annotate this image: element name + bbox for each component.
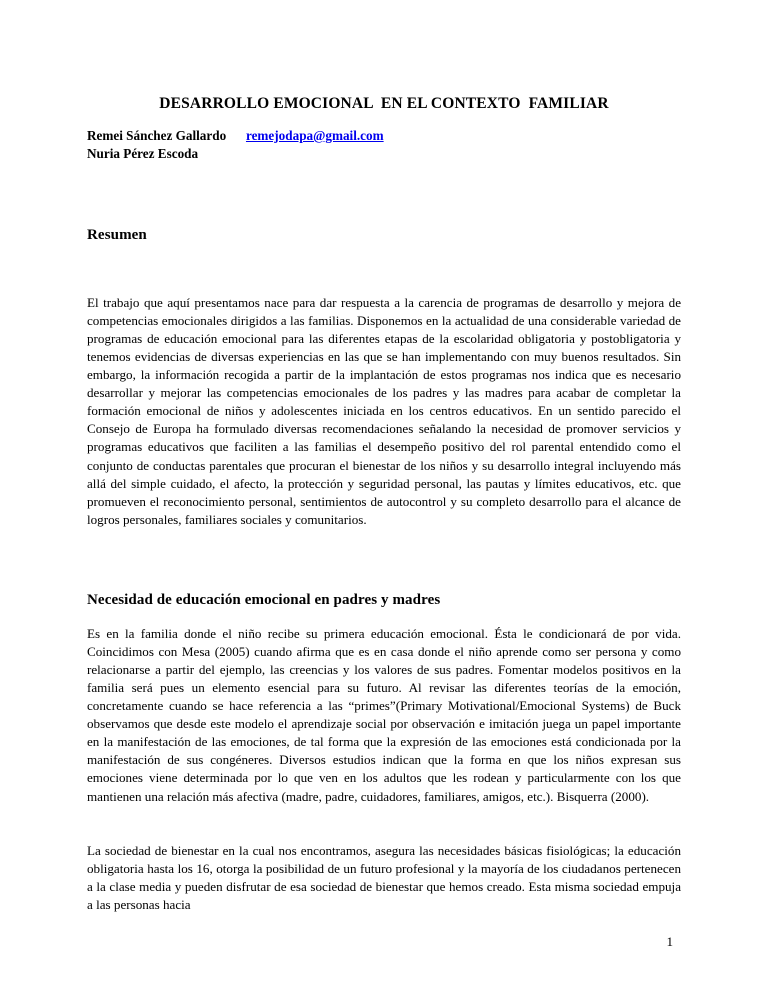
page-number: 1 <box>666 934 673 949</box>
page-title: DESARROLLO EMOCIONAL EN EL CONTEXTO FAMILIAR <box>159 95 609 113</box>
author-name-2: Nuria Pérez Escoda <box>87 145 199 161</box>
section-heading-resumen: Resumen <box>87 227 147 244</box>
author-block <box>87 127 681 162</box>
author-email-link[interactable]: remejodapa@gmail.com <box>245 128 384 143</box>
paragraph-necesidad-2: La sociedad de bienestar en la cual nos encontramos, asegura las necesidades básicas fisiológicas; la educación obligatoria hasta los 16, otorga la posibilidad de un futuro profesional y la mayoría de los ciudadanos pertenecen a la clase media y pueden disfrutar de esa sociedad de bienestar que hemos creado. Esta misma sociedad empuja a las personas hacia <box>87 843 681 913</box>
author-line-1 <box>87 127 681 145</box>
paragraph-necesidad-1: Es en la familia donde el niño recibe su primera educación emocional. Ésta le condicionará de por vida. Coincidimos con Mesa (2005) cuando afirma que es en casa donde el niño aprende como ser persona y como relacionarse a partir del ejemplo, las creencias y los valores de sus padres. Fomentar modelos positivos en la familia será pues un elemento esencial para su futuro. Al revisar las diferentes teorías de la emoción, concretamente cuando se hace referencia a las “primes”(Primary Motivational/Emocional Systems) de Buck observamos que desde este modelo el aprendizaje social por observación e imitación juega un papel importante en la manifestación de las emociones, de tal forma que la expresión de las emociones está condicionada por la manifestación de sus congéneres. Diversos estudios indican que la forma en que los niños expresan sus emociones viene determinada por lo que ven en los adultos que les rodean y particularmente con los que mantienen una relación más afectiva (madre, padre, cuidadores, familiares, amigos, etc.). Bisquerra (2000). <box>87 626 681 804</box>
paragraph-resumen: El trabajo que aquí presentamos nace para dar respuesta a la carencia de programas de desarrollo y mejora de competencias emocionales dirigidos a las familias. Disponemos en la actualidad de una considerable variedad de programas de educación emocional para las diferentes etapas de la escolaridad obligatoria y postobligatoria y tenemos evidencias de diversas experiencias en las que se han implementando con muy buenos resultados. Sin embargo, la información recogida a partir de la implantación de estos programas nos indica que es necesario desarrollar y mejorar las competencias emocionales de los padres y las madres para acabar de completar la formación emocional de niños y adolescentes iniciada en los centros educativos. En un sentido parecido el Consejo de Europa ha formulado diversas recomendaciones señalando la necesidad de promover servicios y programas educativos que faciliten a las familias el desempeño positivo del rol parental entendido como el conjunto de conductas parentales que procuran el bienestar de los niños y su desarrollo integral incluyendo más allá del simple cuidado, el afecto, la protección y seguridad personal, las pautas y límites educativos, etc. que promueven el reconocimiento personal, sentimientos de autocontrol y su completo desarrollo para el alcance de logros personales, familiares sociales y comunitarios. <box>87 295 681 527</box>
section-heading-necesidad: Necesidad de educación emocional en padres y madres <box>87 592 441 609</box>
author-name-1: Remei Sánchez Gallardo <box>87 128 227 143</box>
